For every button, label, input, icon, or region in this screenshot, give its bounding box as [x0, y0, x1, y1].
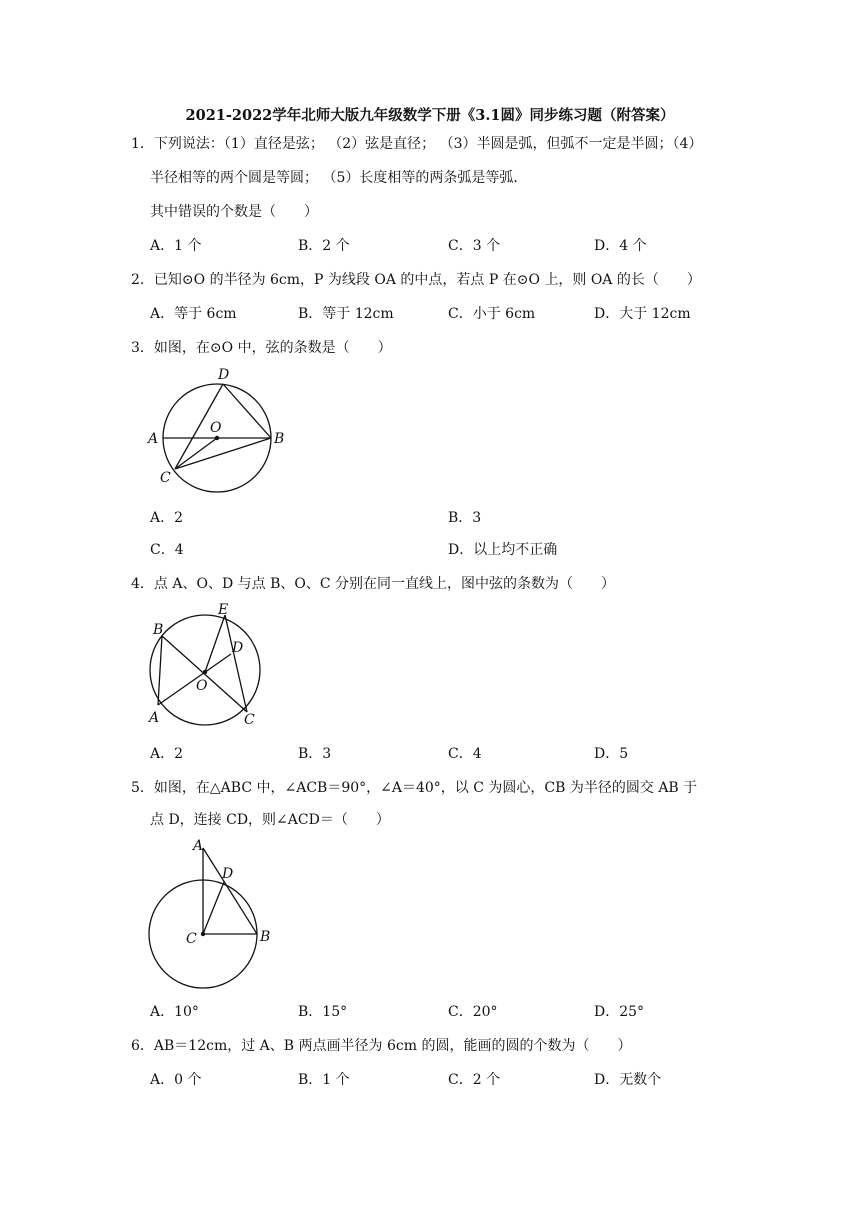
- label-c: C: [186, 931, 197, 947]
- question-6-option-b: B．1 个: [298, 1072, 350, 1088]
- question-5-option-a: A．10°: [150, 1004, 199, 1020]
- label-d: D: [222, 866, 234, 882]
- label-e: E: [218, 602, 229, 618]
- question-3-circle-figure: [140, 362, 290, 494]
- question-5-option-c: C．20°: [448, 1004, 498, 1020]
- question-6-option-d: D．无数个: [594, 1072, 662, 1088]
- question-1-option-b: B．2 个: [298, 238, 350, 254]
- label-c: C: [244, 712, 255, 728]
- question-3-option-b: B．3: [448, 510, 482, 526]
- question-5-triangle-circle-figure: [140, 834, 290, 996]
- question-2-option-d: D．大于 12cm: [594, 306, 691, 322]
- question-1-option-c: C．3 个: [448, 238, 501, 254]
- question-5-line-1: 5．如图，在△ABC 中，∠ACB＝90°，∠A＝40°，以 C 为圆心，CB 为半径的圆交 AB 于: [131, 780, 698, 796]
- label-d: D: [218, 367, 230, 383]
- label-o: O: [210, 420, 222, 436]
- question-5-option-d: D．25°: [594, 1004, 645, 1020]
- question-2-option-b: B．等于 12cm: [298, 306, 394, 322]
- page-title: 2021-2022学年北师大版九年级数学下册《3.1圆》同步练习题（附答案）: [185, 107, 675, 124]
- question-1-line-1: 1．下列说法：（1）直径是弦； （2）弦是直径； （3）半圆是弧，但弧不一定是半圆；（4）: [131, 136, 703, 152]
- question-3-line-1: 3．如图，在⊙O 中，弦的条数是（ ）: [131, 340, 392, 356]
- label-b: B: [153, 622, 164, 638]
- label-a: A: [148, 431, 159, 447]
- question-4-option-c: C．4: [448, 746, 482, 762]
- question-3-option-c: C．4: [150, 542, 184, 558]
- question-1-option-d: D．4 个: [594, 238, 647, 254]
- question-2-option-a: A．等于 6cm: [150, 306, 237, 322]
- question-4-line-1: 4．点 A、O、D 与点 B、O、C 分别在同一直线上，图中弦的条数为（ ）: [131, 576, 615, 592]
- question-3-option-d: D．以上均不正确: [448, 542, 558, 558]
- label-d: D: [232, 640, 244, 656]
- label-a: A: [149, 710, 160, 726]
- question-5-line-2: 点 D，连接 CD，则∠ACD＝（ ）: [150, 812, 390, 828]
- question-1-line-2: 半径相等的两个圆是等圆； （5）长度相等的两条弧是等弧．: [150, 170, 528, 186]
- label-o: O: [196, 678, 208, 694]
- question-4-option-d: D．5: [594, 746, 629, 762]
- question-2-line-1: 2．已知⊙O 的半径为 6cm，P 为线段 OA 的中点，若点 P 在⊙O 上，则 OA 的长（ ）: [131, 272, 701, 288]
- question-3-option-a: A．2: [150, 510, 184, 526]
- question-6-option-a: A．0 个: [150, 1072, 202, 1088]
- question-2-option-c: C．小于 6cm: [448, 306, 536, 322]
- question-6-line-1: 6．AB＝12cm，过 A、B 两点画半径为 6cm 的圆，能画的圆的个数为（ ）: [131, 1038, 632, 1054]
- label-b: B: [274, 431, 285, 447]
- question-4-option-a: A．2: [150, 746, 184, 762]
- label-a: A: [193, 838, 204, 854]
- question-1-option-a: A．1 个: [150, 238, 202, 254]
- question-1-line-3: 其中错误的个数是（ ）: [150, 204, 318, 220]
- label-c: C: [160, 470, 171, 486]
- question-4-option-b: B．3: [298, 746, 332, 762]
- question-5-option-b: B．15°: [298, 1004, 348, 1020]
- question-4-circle-figure: [140, 600, 280, 730]
- question-6-option-c: C．2 个: [448, 1072, 501, 1088]
- label-b: B: [260, 929, 271, 945]
